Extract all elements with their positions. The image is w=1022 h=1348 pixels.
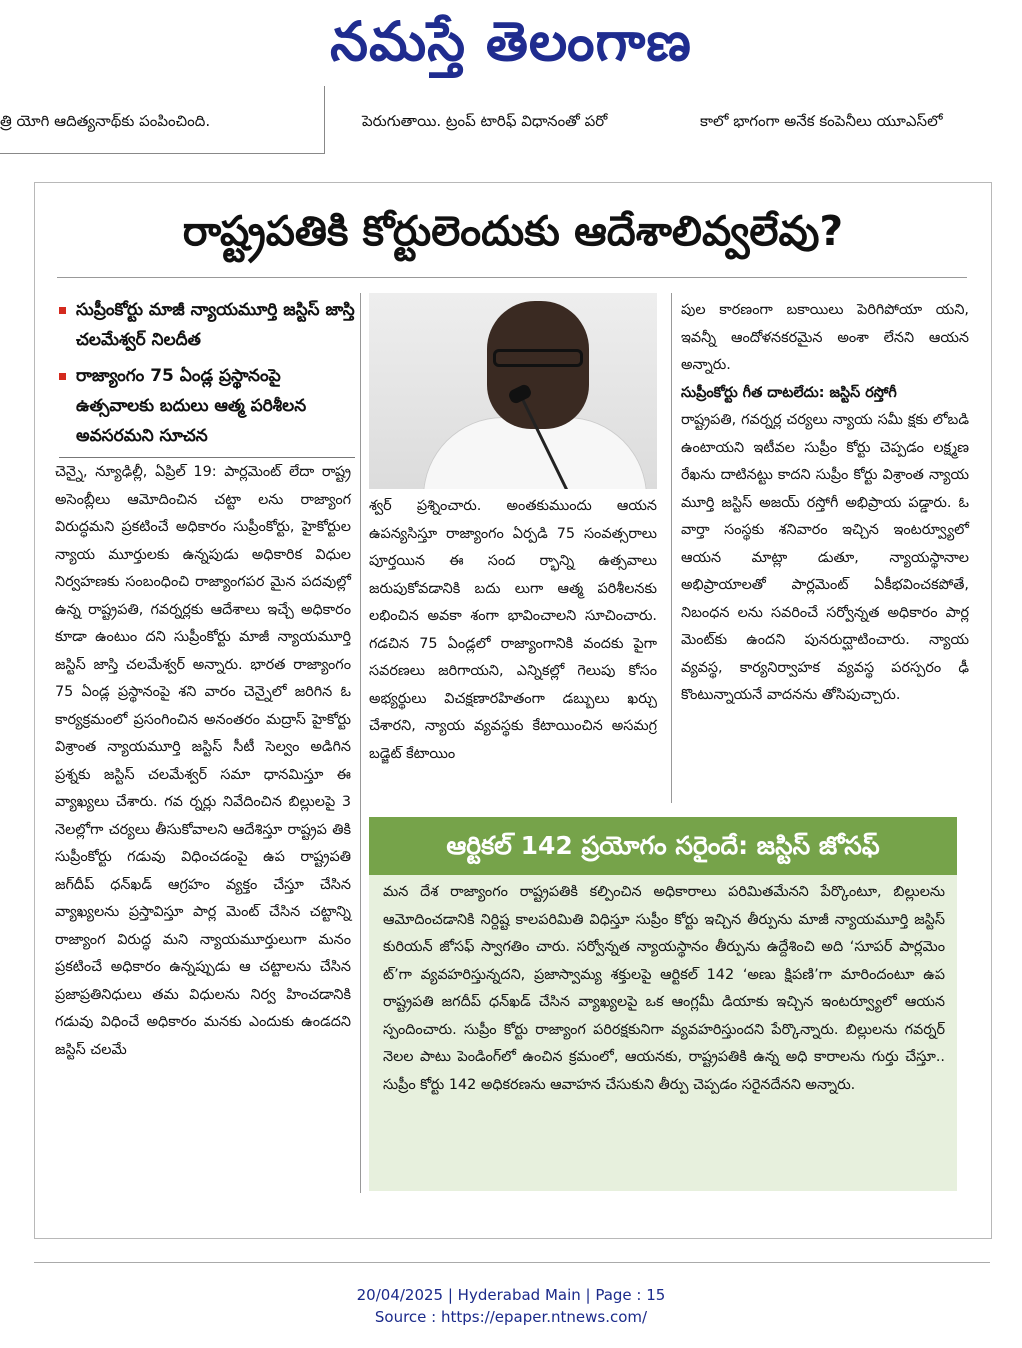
body-column-2: శ్వర్ ప్రశ్నించారు. అంతకుముందు ఆయన ఉపన్యసిస్తూ రాజ్యాంగం ఏర్పడి 75 సంవత్సరాలు పూర్తయిన ఈ సంద ర్భాన్ని ఉత్సవాలు జరుపుకోవడానికి బదు లుగా ఆత్మ పరిశీలనకు లభించిన అవకా శంగా భావించాలని సూచించారు. గడచిన 75 ఏండ్లలో రాజ్యాంగానికి వందకు పైగా సవరణలు జరిగాయని, ఎన్నికల్లో గెలుపు కోసం అభ్యర్థులు విచక్షణారహితంగా డబ్బులు ఖర్చు చేశారని, న్యాయ వ్యవస్థకు కేటాయించిన అసమగ్ర బడ్జెట్ కేటాయిం <box>369 498 657 762</box>
column-divider <box>671 293 672 803</box>
strip-fragment-2: పెరుగుతాయి. ట్రంప్ టారిఫ్ విధానంతో పరో <box>362 112 608 130</box>
body-column-3 <box>681 297 969 710</box>
news-article <box>34 182 992 1239</box>
bullet-text: సుప్రీంకోర్టు మాజీ న్యాయమూర్తి జస్టిస్ జాస్తి చలమేశ్వర్ నిలదీత <box>76 300 355 350</box>
col3-paragraph-2: రాష్ట్రపతి, గవర్నర్ల చర్యలు న్యాయ సమీ క్షకు లోబడి ఉంటాయని ఇటీవల సుప్రీం కోర్టు చెప్పడం లక్ష్మణ రేఖను దాటినట్టు కాదని సుప్రీం కోర్టు విశ్రాంత న్యాయ మూర్తి జస్టిస్ అజయ్ రస్తోగీ అభిప్రాయ పడ్డారు. ఓ వార్తా సంస్థకు శనివారం ఇచ్చిన ఇంటర్వ్యూలో ఆయన మాట్లా డుతూ, న్యాయస్థానాల అభిప్రాయాలతో పార్లమెంట్ ఏకీభవించకపోతే, నిబంధన లను సవరించే సర్వోన్నత అధికారం పార్ల మెంట్‌కు ఉందని పునరుద్ఘాటించారు. న్యాయ వ్యవస్థ, కార్యనిర్వాహక వ్యవస్థ పరస్పరం ఢీ కొంటున్నాయనే వాదనను తోసిపుచ్చారు. <box>681 412 969 703</box>
body-column-1: చెన్నై, న్యూఢిల్లీ, ఏప్రిల్ 19: పార్లమెంట్ లేదా రాష్ట్ర అసెంబ్లీలు ఆమోదించిన చట్టా లను రాజ్యాంగ విరుద్ధమని ప్రకటించే అధికారం సుప్రీంకోర్టు, హైకోర్టుల న్యాయ మూర్తులకు ఉన్నపుడు అధికారిక విధుల నిర్వహణకు సంబంధించి రాజ్యాంగపర మైన పదవుల్లో ఉన్న రాష్ట్రపతి, గవర్నర్లకు ఆదేశాలు ఇచ్చే అధికారం కూడా ఉంటుం దని సుప్రీంకోర్టు మాజీ న్యాయమూర్తి జస్టిస్ జాస్తి చలమేశ్వర్ అన్నారు. భారత రాజ్యాంగం 75 ఏండ్ల ప్రస్థానంపై శని వారం చెన్నైలో జరిగిన ఓ కార్యక్రమంలో ప్రసంగించిన అనంతరం మద్రాస్ హైకోర్టు విశ్రాంత న్యాయమూర్తి జస్టిస్ సీటీ సెల్వం అడిగిన ప్రశ్నకు జస్టిస్ చలమేశ్వర్ సమా ధానమిస్తూ ఈ వ్యాఖ్యలు చేశారు. గవ ర్నర్లు నివేదించిన బిల్లులపై 3 నెలల్లోగా చర్యలు తీసుకోవాలని ఆదేశిస్తూ రాష్ట్రప తికి సుప్రీంకోర్టు గడువు విధించడంపై ఉప రాష్ట్రపతి జగ్‌దీప్ ధన్‌ఖడ్ ఆగ్రహం వ్యక్తం చేస్తూ చేసిన వ్యాఖ్యలను ప్రస్తావిస్తూ పార్ల మెంట్ చేసిన చట్టాన్ని రాజ్యాంగ విరుద్ధ మని న్యాయమూర్తులుగా మనం ప్రకటించే అధికారం ఉన్నప్పుడు ఆ చట్టాలను చేసిన ప్రజాప్రతినిధులు తమ విధులను నిర్వ హించడానికి గడువు విధించే అధికారం మనకు ఎందుకు ఉండదని జస్టిస్ చలమే <box>55 464 351 1058</box>
col3-paragraph: పుల కారణంగా బకాయిలు పెరిగిపోయా యని, ఇవన్నీ ఆందోళనకరమైన అంశా లేనని ఆయన అన్నారు. <box>681 302 969 373</box>
headline-divider <box>57 277 967 278</box>
strip-divider <box>324 86 325 154</box>
highlight-bullet <box>55 295 355 355</box>
bullet-text: రాజ్యాంగం 75 ఏండ్ల ప్రస్థానంపై ఉత్సవాలకు బదులు ఆత్మ పరిశీలన అవసరమని సూచన <box>76 366 307 446</box>
photo-glasses <box>493 349 583 367</box>
footer-divider <box>34 1262 990 1263</box>
highlight-bullet <box>55 361 355 451</box>
bullets-divider <box>59 457 355 458</box>
footer-edition-info: 20/04/2025 | Hyderabad Main | Page : 15 <box>356 1286 666 1304</box>
newspaper-masthead: నమస్తే తెలంగాణ <box>330 9 692 73</box>
red-square-bullet-icon <box>59 373 66 380</box>
article-headline: రాష్ట్రపతికి కోర్టులెందుకు ఆదేశాలివ్వలేవు? <box>182 207 844 255</box>
speaker-photo <box>369 293 657 489</box>
column-divider <box>360 293 361 1193</box>
col3-subheading: సుప్రీంకోర్టు గీత దాటలేదు: జస్టిస్ రస్తోగీ <box>681 384 897 401</box>
previous-article-strip <box>0 86 1022 156</box>
sidebar-box-title: ఆర్టికల్ 142 ప్రయోగం సరైందే: జస్టిస్ జోసఫ్ <box>369 817 957 875</box>
footer-source-link[interactable]: Source : https://epaper.ntnews.com/ <box>374 1308 648 1326</box>
strip-fragment-3: కాలో భాగంగా అనేక కంపెనీలు యూఎస్‌లో <box>700 112 943 130</box>
strip-underline <box>0 153 325 154</box>
red-square-bullet-icon <box>59 307 66 314</box>
strip-fragment-1: త్రి యోగి ఆదిత్యనాథ్‌కు పంపించింది. <box>0 112 211 130</box>
highlight-bullets <box>55 295 355 457</box>
sidebar-box-body: మన దేశ రాజ్యాంగం రాష్ట్రపతికి కల్పించిన అధికారాలు పరిమితమేనని పేర్కొంటూ, బిల్లులను ఆమోదించడానికి నిర్దిష్ట కాలపరిమితి విధిస్తూ సుప్రీం కోర్టు ఇచ్చిన తీర్పును మాజీ న్యాయమూర్తి జస్టిస్ కురియన్ జోసఫ్ స్వాగతిం చారు. సర్వోన్నత న్యాయస్థానం తీర్పును ఉద్దేశించి అది ‘సూపర్ పార్లమెం ట్’గా వ్యవహరిస్తున్నదని, ప్రజాస్వామ్య శక్తులపై ఆర్టికల్ 142 ‘అణు క్షిపణి’గా మారిందంటూ ఉప రాష్ట్రపతి జగదీప్ ధన్‌ఖడ్ చేసిన వ్యాఖ్యలపై ఒక ఆంగ్లమీ డియాకు ఇచ్చిన ఇంటర్వ్యూలో ఆయన స్పందించారు. సుప్రీం కోర్టు రాజ్యాంగ పరిరక్షకునిగా వ్యవహరిస్తుందని పేర్కొన్నారు. బిల్లులను గవర్నర్ నెలల పాటు పెండింగ్‌లో ఉంచిన క్రమంలో, ఆయనకు, రాష్ట్రపతికి ఉన్న అధి కారాలను గుర్తు చేస్తూ.. సుప్రీం కోర్టు 142 అధికరణను ఆవాహన చేసుకుని తీర్పు చెప్పడం సరైనదేనని అన్నారు. <box>369 875 957 1191</box>
